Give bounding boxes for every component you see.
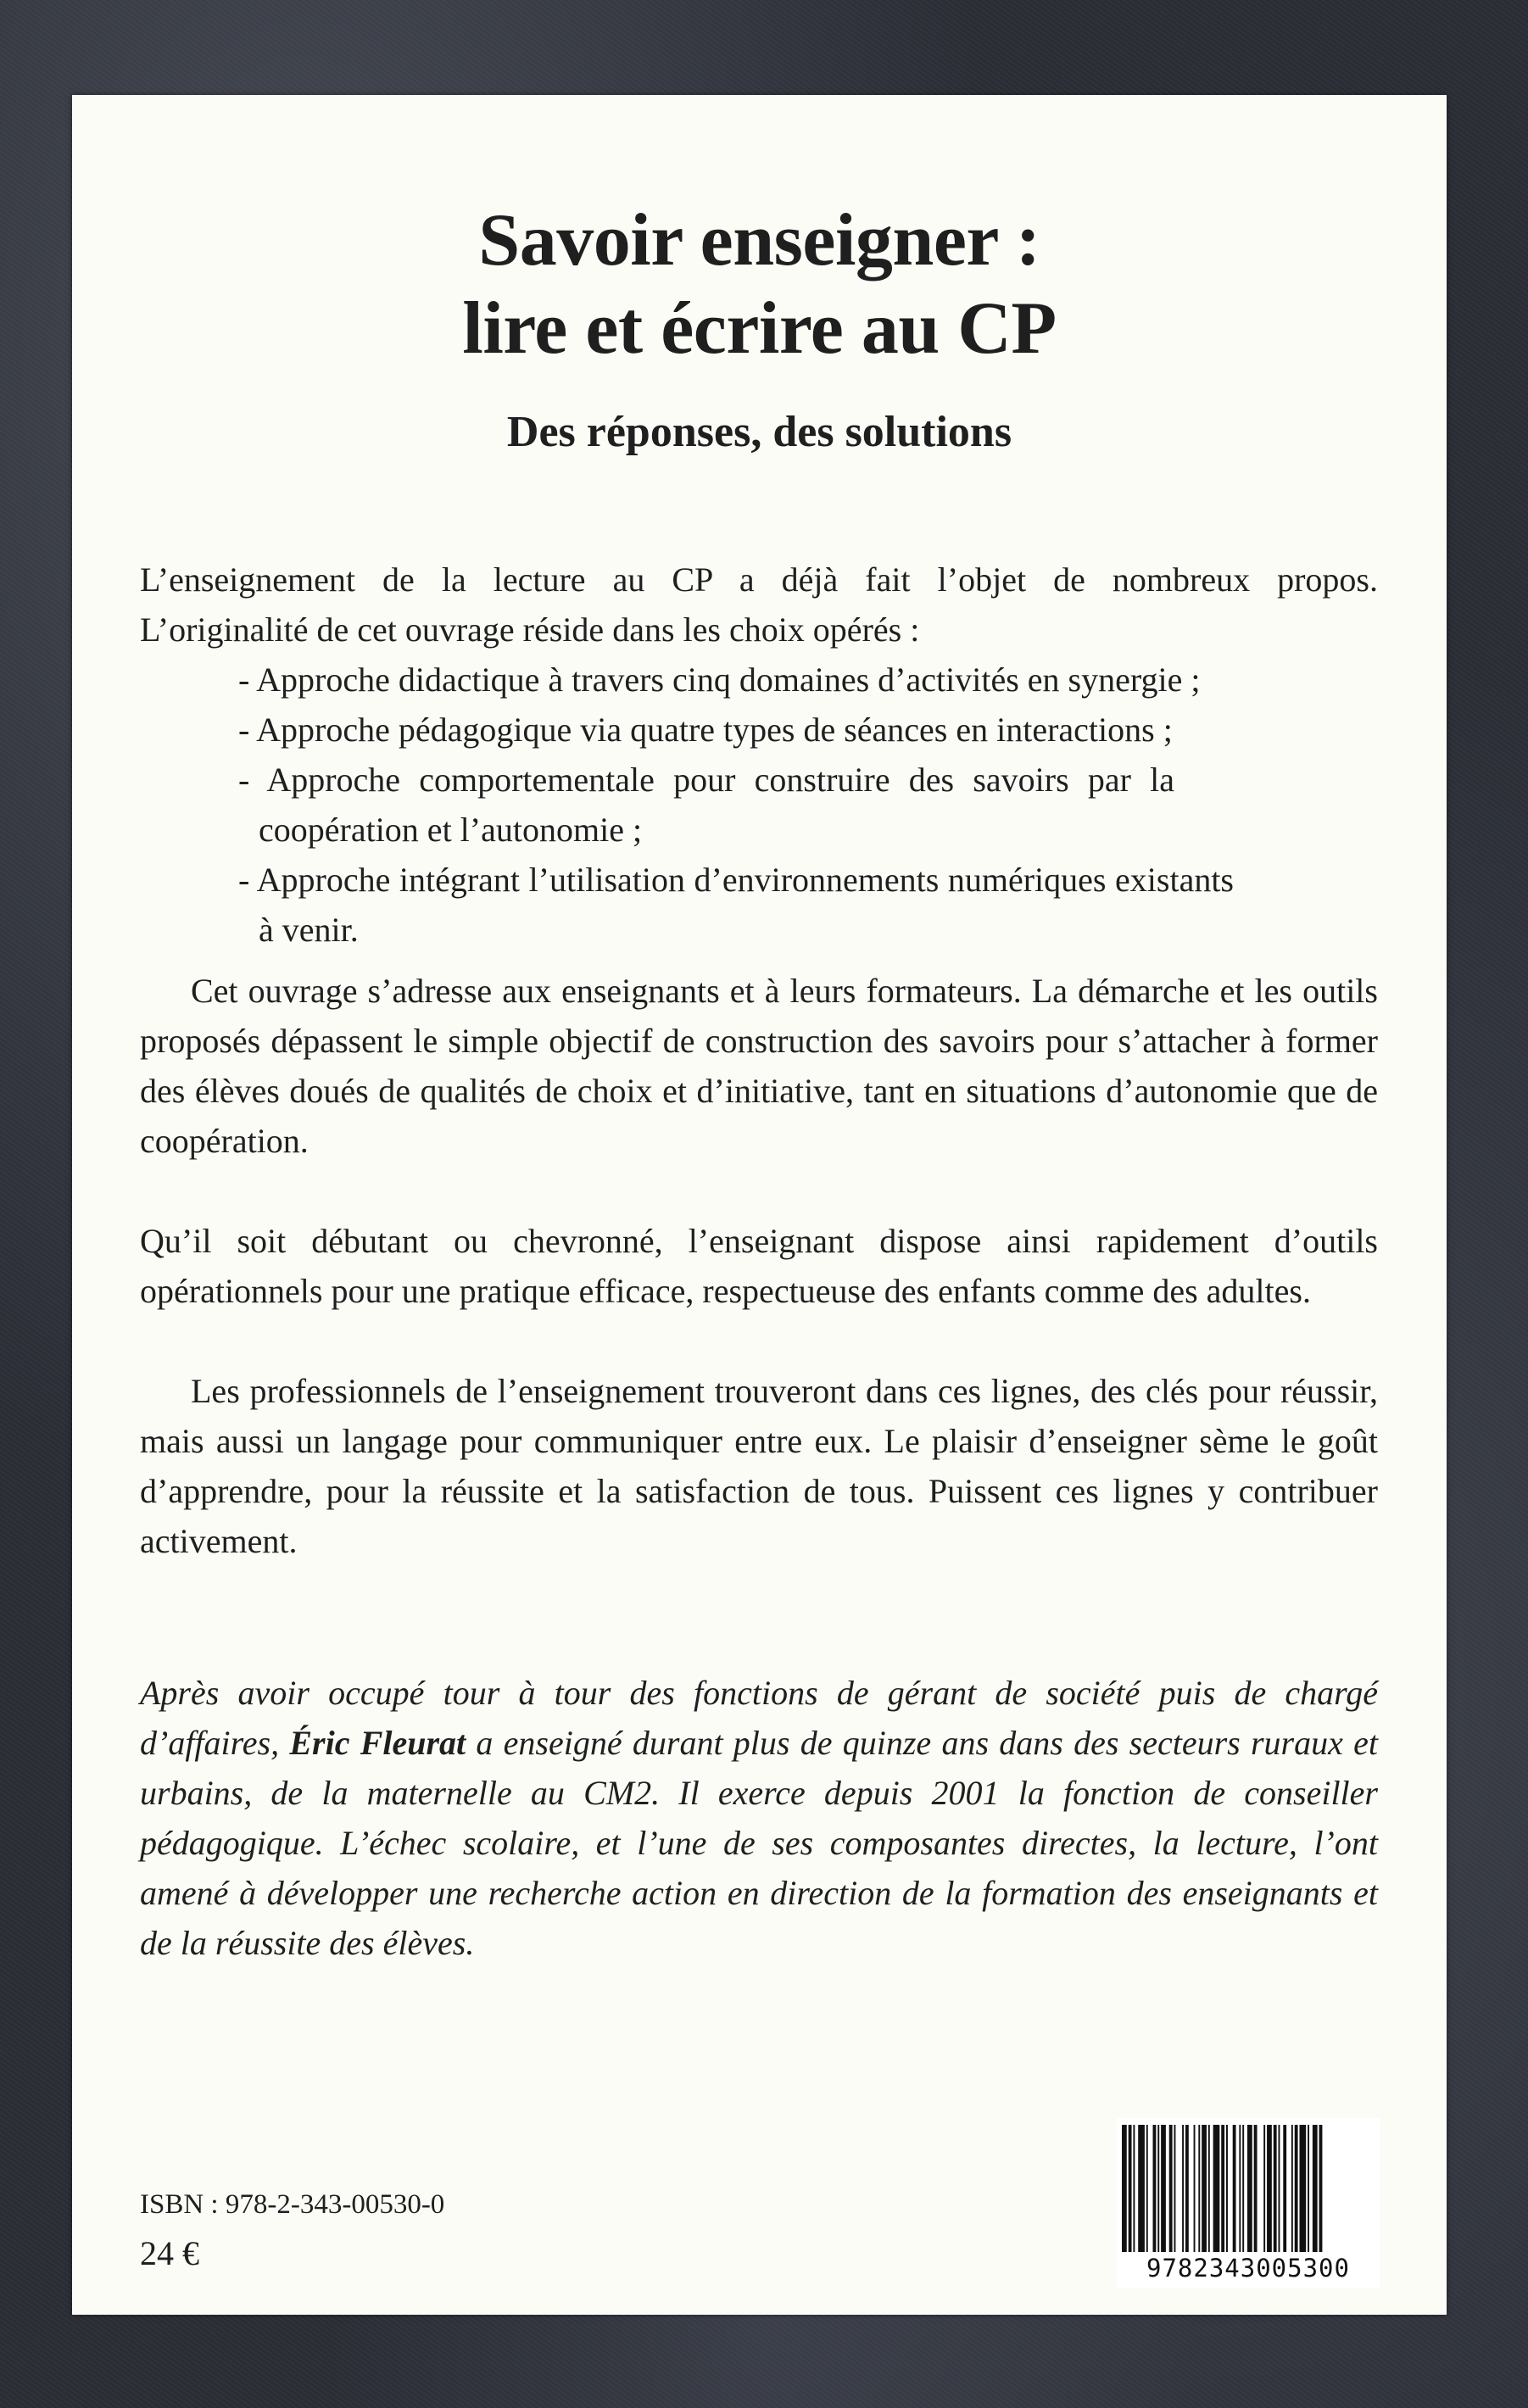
barcode-bar — [1133, 2125, 1135, 2252]
barcode-bar — [1153, 2125, 1157, 2252]
barcode-bar — [1263, 2125, 1265, 2252]
barcode-bar — [1157, 2125, 1159, 2252]
barcode-bar — [1242, 2125, 1244, 2252]
barcode-bar — [1198, 2125, 1200, 2252]
barcode-bar — [1122, 2125, 1127, 2252]
approach-item: - Approche comportementale pour construire des savoirs par la coopération et l’autonomie ; — [238, 761, 1174, 849]
paragraph-3-block — [140, 1216, 1378, 1316]
barcode-bar — [1279, 2125, 1280, 2252]
book-subtitle: Des réponses, des solutions — [506, 408, 1012, 456]
barcode-bar — [1182, 2125, 1184, 2252]
barcode-bar — [1194, 2125, 1196, 2252]
intro-line-1: L’enseignement de la lecture au CP a déjà fait l’objet de nombreux propos. — [140, 560, 1378, 599]
paragraph-4-block — [140, 1366, 1378, 1566]
approach-item: - Approche intégrant l’utilisation d’environnements numériques existants à venir. — [238, 861, 1234, 949]
back-cover-panel — [72, 95, 1447, 2315]
barcode-bar — [1313, 2125, 1318, 2252]
author-bio — [140, 1668, 1378, 1968]
paragraph-3: Qu’il soit débutant ou chevronné, l’enseignant dispose ainsi rapidement d’outils opérationnels pour une pratique efficace, respectueuse des enfants comme des adultes. — [140, 1222, 1378, 1310]
barcode-bar — [1247, 2125, 1252, 2252]
barcode — [1117, 2118, 1380, 2288]
barcode-bar — [1291, 2125, 1293, 2252]
paragraph-2: Cet ouvrage s’adresse aux enseignants et à leurs formateurs. La démarche et les outils proposés dépassent le simple objectif de construction des savoirs pour s’attacher à former des élèves doués de qualités de choix et d’initiative, tant en situations d’autonomie que de coopération. — [140, 972, 1378, 1160]
barcode-bar — [1138, 2125, 1145, 2252]
paragraph-4: Les professionnels de l’enseignement trouveront dans ces lignes, des clés pour réussir, mais aussi un langage pour communiquer entre eux. Le plaisir d’enseigner sème le goût d’apprendre, pour la réussite et la satisfaction de tous. Puissent ces lignes y contribuer activement. — [140, 1372, 1378, 1560]
price-label: 24 € — [140, 2234, 199, 2272]
paragraph-2-block — [140, 966, 1378, 1166]
barcode-bar — [1213, 2125, 1220, 2252]
book-title — [72, 197, 1447, 373]
isbn-label: ISBN : 978-2-343-00530-0 — [140, 2189, 445, 2220]
barcode-bar — [1221, 2125, 1224, 2252]
title-line-2: lire et écrire au CP — [462, 287, 1057, 370]
barcode-bar — [1161, 2125, 1166, 2252]
barcode-digits: 9782343005300 — [1146, 2254, 1350, 2283]
bio-text-end: a enseigné durant plus de quinze ans dans des secteurs ruraux et urbains, de la maternelle au CM2. Il exerce depuis 2001 la fonction de conseiller pédagogique. L’échec scolaire, et l’une de ses composantes directes, la lecture, l’ont amené à développer une recherche action en direction de la formation des enseignants et de la réussite des élèves. — [140, 1724, 1378, 1962]
barcode-bar — [1146, 2125, 1148, 2252]
barcode-bar — [1174, 2125, 1176, 2252]
intro-line-2: L’originalité de cet ouvrage réside dans les choix opérés : — [140, 610, 920, 649]
barcode-bar — [1254, 2125, 1258, 2252]
barcode-bar — [1208, 2125, 1210, 2252]
intro-block — [140, 555, 1378, 955]
barcode-bar — [1202, 2125, 1207, 2252]
barcode-bar — [1185, 2125, 1189, 2252]
approach-list — [140, 655, 1378, 955]
barcode-bars-icon — [1117, 2118, 1380, 2254]
barcode-bar — [1129, 2125, 1132, 2252]
author-name: Éric Fleurat — [289, 1724, 466, 1762]
barcode-bar — [1169, 2125, 1173, 2252]
barcode-bar — [1267, 2125, 1272, 2252]
barcode-bar — [1300, 2125, 1307, 2252]
barcode-bar — [1283, 2125, 1286, 2252]
barcode-bar — [1308, 2125, 1309, 2252]
barcode-bar — [1274, 2125, 1277, 2252]
barcode-bar — [1319, 2125, 1323, 2252]
barcode-bar — [1239, 2125, 1241, 2252]
barcode-bar — [1233, 2125, 1236, 2252]
title-line-1: Savoir enseigner : — [478, 199, 1040, 281]
barcode-bar — [1226, 2125, 1228, 2252]
approach-item: - Approche didactique à travers cinq domaines d’activités en synergie ; — [238, 661, 1201, 699]
approach-item: - Approche pédagogique via quatre types de séances en interactions ; — [238, 711, 1173, 749]
bio-text-start: Après avoir occupé tour à tour des fonctions de gérant de société puis de chargé d’affaires, — [140, 1674, 1378, 1762]
barcode-bar — [1295, 2125, 1298, 2252]
